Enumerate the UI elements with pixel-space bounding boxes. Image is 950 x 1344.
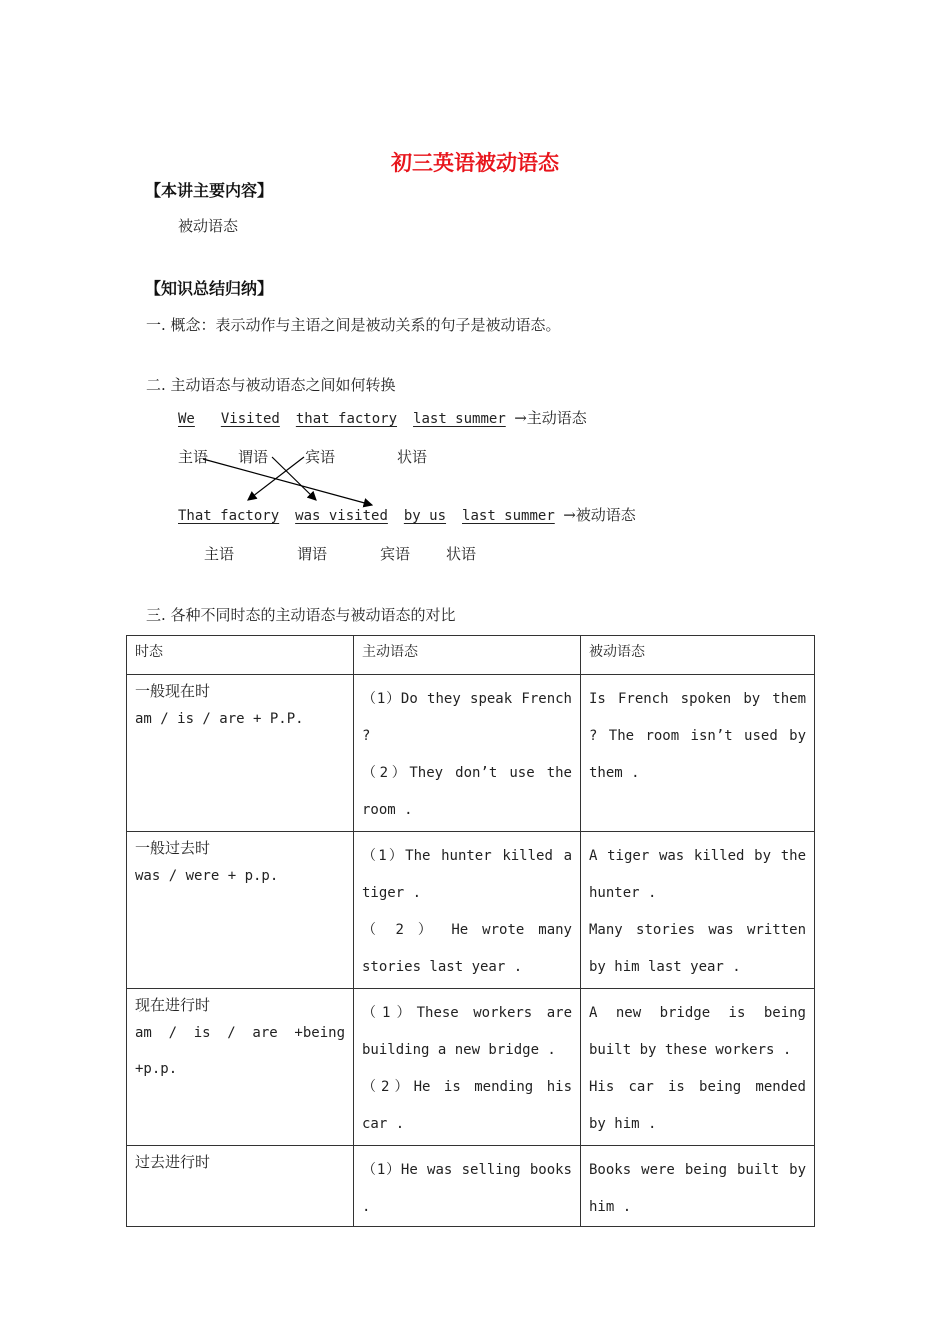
section-heading-summary: 【知识总结归纳】 xyxy=(145,279,274,298)
active-word-adverbial: last summer xyxy=(413,411,506,427)
active-example: （ 2 ） He wrote many stories last year . xyxy=(362,922,572,975)
table-header-row xyxy=(127,636,815,675)
point-three-heading: 三. 各种不同时态的主动语态与被动语态的对比 xyxy=(146,606,456,624)
active-cell xyxy=(354,1146,581,1227)
table-row xyxy=(127,1146,815,1227)
tense-comparison-table xyxy=(126,635,815,1227)
active-role-subject: 主语 xyxy=(178,448,209,466)
tense-name: 过去进行时 xyxy=(135,1153,211,1171)
point-two-heading: 二. 主动语态与被动语态之间如何转换 xyxy=(146,376,396,394)
passive-cell xyxy=(581,989,815,1146)
tense-name: 一般现在时 xyxy=(135,682,211,700)
header-tense: 时态 xyxy=(127,636,354,675)
active-role-object: 宾语 xyxy=(305,448,336,466)
active-role-predicate: 谓语 xyxy=(238,448,269,466)
active-cell xyxy=(354,989,581,1146)
tense-name: 一般过去时 xyxy=(135,839,211,857)
page-title: 初三英语被动语态 xyxy=(391,150,559,175)
passive-example: Many stories was written by him last year . xyxy=(589,922,806,975)
passive-role-adverbial: 状语 xyxy=(446,545,477,563)
active-role-adverbial: 状语 xyxy=(397,448,428,466)
passive-role-object: 宾语 xyxy=(380,545,411,563)
tense-formula: am / is / are +being +p.p. xyxy=(135,1025,345,1077)
passive-sentence xyxy=(178,504,636,525)
passive-word-adverbial: last summer xyxy=(462,508,555,524)
tense-name: 现在进行时 xyxy=(135,996,211,1014)
arrow-predicate-to-predicate xyxy=(272,457,316,500)
active-example: （1）Do they speak French ? xyxy=(362,691,572,744)
header-passive: 被动语态 xyxy=(581,636,815,675)
passive-word-subject: That factory xyxy=(178,508,280,524)
passive-word-agent: by us xyxy=(403,508,447,524)
tense-cell xyxy=(127,1146,354,1227)
table-row xyxy=(127,832,815,989)
arrow-subject-to-object xyxy=(203,459,372,505)
active-voice-note: →主动语态 xyxy=(514,409,587,427)
tense-cell xyxy=(127,989,354,1146)
active-word-predicate: Visited xyxy=(220,411,280,427)
active-example: （2）They don’t use the room . xyxy=(362,765,572,818)
table-row xyxy=(127,989,815,1146)
passive-example: Is French spoken by them ? The room isn’t used by them . xyxy=(589,691,806,781)
active-cell xyxy=(354,832,581,989)
tense-cell xyxy=(127,675,354,832)
table-row xyxy=(127,675,815,832)
header-active: 主动语态 xyxy=(354,636,581,675)
active-example: （1）He was selling books . xyxy=(362,1162,572,1215)
passive-example: A tiger was killed by the hunter . xyxy=(589,848,806,901)
tense-formula: was / were + p.p. xyxy=(135,868,279,884)
passive-example: A new bridge is being built by these workers . xyxy=(589,1005,806,1058)
passive-example: His car is being mended by him . xyxy=(589,1079,806,1132)
passive-word-predicate: was visited xyxy=(295,508,388,524)
active-example: （1）The hunter killed a tiger . xyxy=(362,848,572,901)
active-example: （1）These workers are building a new bridge . xyxy=(362,1005,572,1058)
passive-cell xyxy=(581,1146,815,1227)
active-cell xyxy=(354,675,581,832)
passive-cell xyxy=(581,675,815,832)
main-content-text: 被动语态 xyxy=(178,217,239,235)
active-word-subject: We xyxy=(178,411,195,427)
tense-cell xyxy=(127,832,354,989)
active-word-object: that factory xyxy=(295,411,398,427)
point-one-concept: 一. 概念：表示动作与主语之间是被动关系的句子是被动语态。 xyxy=(146,316,561,334)
tense-formula: am / is / are + P.P. xyxy=(135,711,304,727)
passive-example: Books were being built by him . xyxy=(589,1162,806,1215)
section-heading-main-content: 【本讲主要内容】 xyxy=(145,181,274,200)
passive-role-predicate: 谓语 xyxy=(297,545,328,563)
passive-role-subject: 主语 xyxy=(204,545,235,563)
passive-voice-note: →被动语态 xyxy=(563,506,636,524)
passive-cell xyxy=(581,832,815,989)
active-example: （2）He is mending his car . xyxy=(362,1079,572,1132)
arrow-object-to-subject xyxy=(248,457,304,500)
